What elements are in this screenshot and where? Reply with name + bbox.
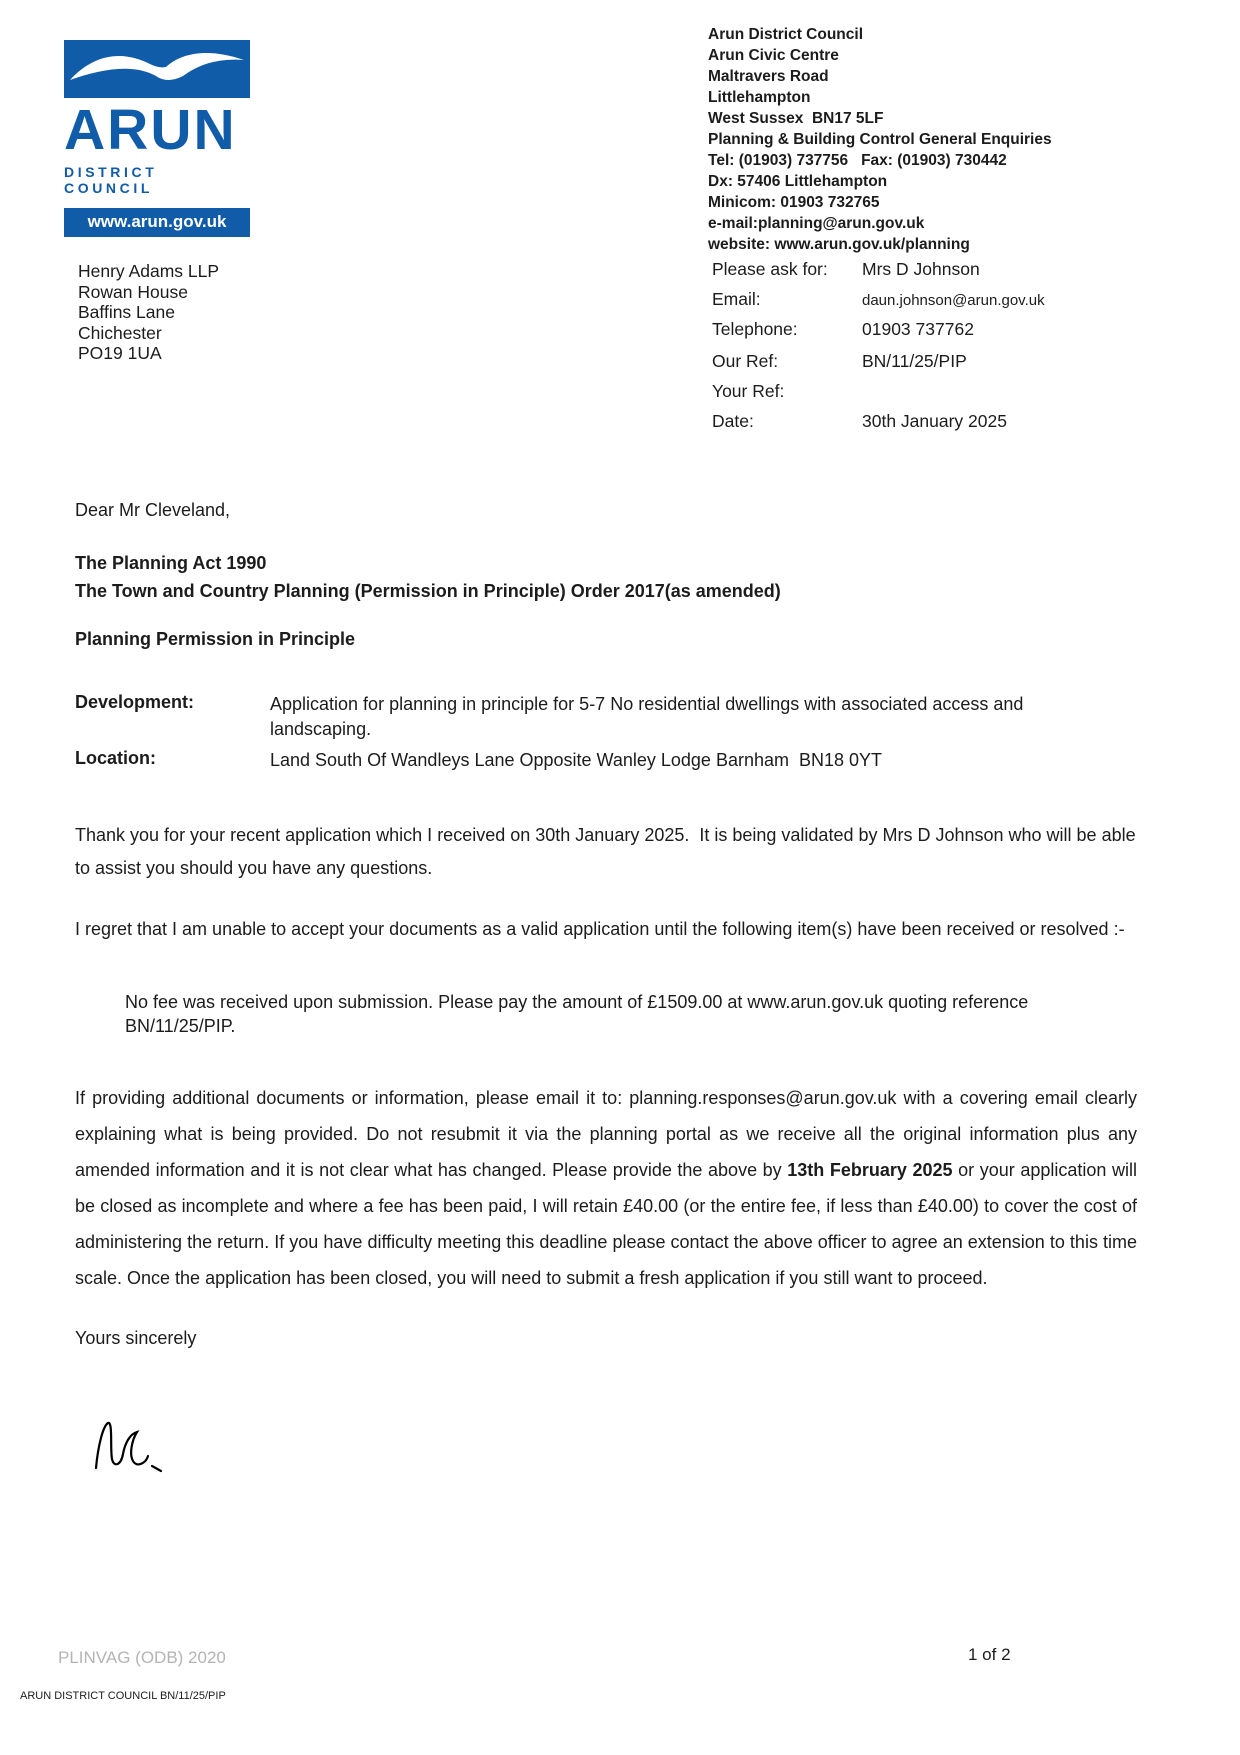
contact-label: Please ask for: <box>712 259 828 279</box>
contact-value: 01903 737762 <box>862 319 974 339</box>
deadline-date: 13th February 2025 <box>787 1160 953 1180</box>
arun-logo <box>64 40 250 237</box>
council-address-line: Tel: (01903) 737756 Fax: (01903) 730442 <box>708 152 1007 169</box>
logo-wordmark: ARUN <box>64 98 237 162</box>
contact-row-telephone <box>712 319 1192 340</box>
seagull-icon <box>64 40 250 98</box>
contact-value <box>862 381 1192 402</box>
heading-town-country-order: The Town and Country Planning (Permission in Principle) Order 2017(as amended) <box>75 581 781 601</box>
contact-row-please-ask-for <box>712 259 1192 280</box>
council-address-line: Arun Civic Centre <box>708 47 839 64</box>
council-address-line: e-mail:planning@arun.gov.uk <box>708 215 925 232</box>
council-address-line: Planning & Building Control General Enquiries <box>708 131 1052 148</box>
contact-value: 30th January 2025 <box>862 411 1007 431</box>
contact-value: Mrs D Johnson <box>862 259 980 279</box>
recipient-line: Baffins Lane <box>78 302 175 322</box>
location-row <box>75 748 1137 773</box>
contact-row-date <box>712 411 1192 432</box>
salutation: Dear Mr Cleveland, <box>75 500 231 520</box>
contact-row-our-ref <box>712 351 1192 372</box>
council-address-line: Littlehampton <box>708 89 811 106</box>
outstanding-item-fee: No fee was received upon submission. Please pay the amount of £1509.00 at www.arun.gov.uk quoting reference BN/11/25/PIP. <box>125 992 1029 1036</box>
location-value: Land South Of Wandleys Lane Opposite Wanley Lodge Barnham BN18 0YT <box>270 750 883 770</box>
council-address-line: Maltravers Road <box>708 68 829 85</box>
closing: Yours sincerely <box>75 1328 197 1348</box>
signature-icon <box>88 1412 178 1482</box>
bottom-reference: ARUN DISTRICT COUNCIL BN/11/25/PIP <box>20 1690 226 1702</box>
contact-details-block <box>712 259 1192 441</box>
contact-label: Email: <box>712 289 761 309</box>
paragraph-instructions <box>75 1080 1143 1296</box>
heading-planning-act: The Planning Act 1990 <box>75 553 267 573</box>
contact-value: BN/11/25/PIP <box>862 351 967 371</box>
instructions-text-after: or your application will be closed as incomplete and where a fee has been paid, I will retain £40.00 (or the entire fee, if less than £40.00) to cover the cost of administering the return. If you have difficulty meeting this deadline please contact the above officer to agree an extension to this time scale. Once the application has been closed, you will need to submit a fresh application if you still want to proceed. <box>75 1160 1143 1288</box>
logo-website-bar: www.arun.gov.uk <box>64 208 250 237</box>
recipient-address-block <box>78 261 219 364</box>
contact-label: Date: <box>712 411 754 431</box>
council-address-block <box>708 24 1052 255</box>
council-address-line: Minicom: 01903 732765 <box>708 194 880 211</box>
council-address-line: West Sussex BN17 5LF <box>708 110 884 127</box>
application-summary <box>75 692 1137 773</box>
recipient-line: Rowan House <box>78 281 188 302</box>
contact-label: Our Ref: <box>712 351 779 371</box>
development-row <box>75 692 1137 742</box>
council-address-line: Dx: 57406 Littlehampton <box>708 173 888 190</box>
document-code: PLINVAG (ODB) 2020 <box>58 1648 226 1667</box>
page-number: 1 of 2 <box>968 1645 1011 1664</box>
instructions-text-before: If providing additional documents or information, please email it to: planning.responses@arun.gov.uk with a covering email clearly explaining what is being provided. Do not resubmit it via the planning portal as we receive all the original information plus any amended information and it is not clear what has changed. Please provide the above by <box>75 1088 1143 1180</box>
development-label: Development: <box>75 692 195 712</box>
contact-row-email <box>712 289 1192 310</box>
location-label: Location: <box>75 748 156 768</box>
council-address-line: Arun District Council <box>708 26 864 43</box>
logo-subtitle: DISTRICT COUNCIL <box>64 164 158 197</box>
paragraph-regret: I regret that I am unable to accept your documents as a valid application until the following item(s) have been received or resolved :- <box>75 919 1125 939</box>
contact-label: Your Ref: <box>712 381 785 401</box>
contact-label: Telephone: <box>712 319 798 339</box>
recipient-line: Henry Adams LLP <box>78 261 220 281</box>
development-value: Application for planning in principle for 5-7 No residential dwellings with associated access and landscaping. <box>270 694 1024 739</box>
contact-row-your-ref <box>712 381 1192 402</box>
council-address-line: website: www.arun.gov.uk/planning <box>708 236 970 253</box>
recipient-line: PO19 1UA <box>78 343 162 363</box>
recipient-line: Chichester <box>78 322 162 343</box>
contact-value: daun.johnson@arun.gov.uk <box>862 292 1045 309</box>
legal-headings <box>75 549 1137 605</box>
heading-permission-in-principle: Planning Permission in Principle <box>75 629 356 649</box>
letter-body <box>75 500 1143 1349</box>
paragraph-thank-you: Thank you for your recent application which I received on 30th January 2025. It is being validated by Mrs D Johnson who will be able to assist you should you have any questions. <box>75 825 1141 878</box>
